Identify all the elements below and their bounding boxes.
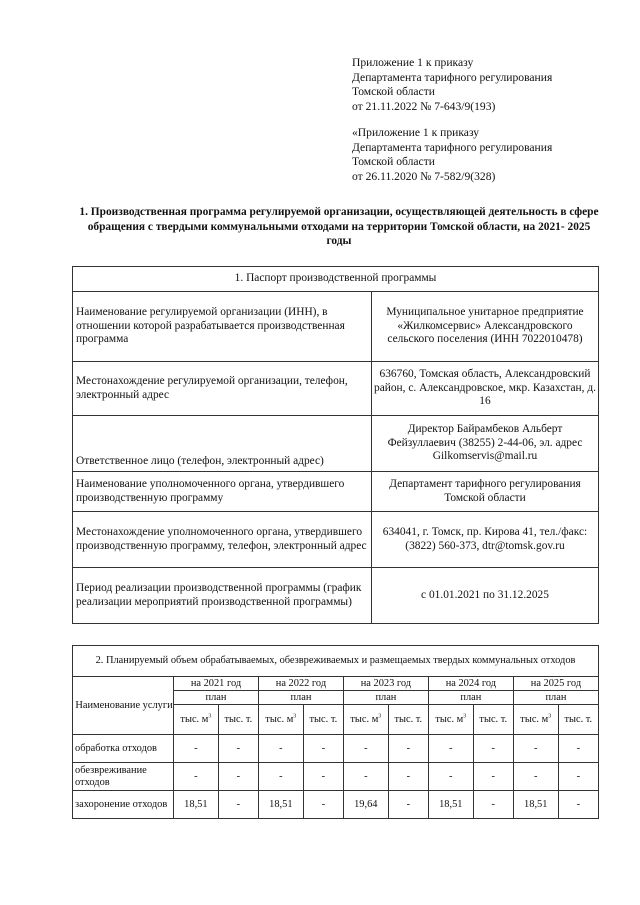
table-row: [73, 791, 599, 819]
table-cell: -: [218, 763, 258, 791]
table-row: [73, 568, 599, 624]
table-cell: -: [558, 763, 598, 791]
year-header: на 2025 год: [513, 677, 598, 691]
unit-header-t: тыс. т.: [303, 705, 343, 735]
year-header: на 2023 год: [343, 677, 428, 691]
unit-header-m3: тыс. $м^3$: [258, 705, 303, 735]
table-row: [73, 416, 599, 472]
table-cell: -: [343, 763, 388, 791]
section-heading: 1. Производственная программа регулируемой организации, осуществляющей деятельность в сфере обращения с твердыми коммунальными отходами на территории Томской области, на 2021- 2025 годы: [79, 206, 599, 248]
passport-label: Местонахождение регулируемой организации, телефон, электронный адрес: [73, 362, 372, 416]
table-cell: 18,51: [174, 791, 219, 819]
volume-title: 2. Планируемый объем обрабатываемых, обезвреживаемых и размещаемых твердых коммунальных отходов: [73, 646, 599, 677]
passport-label: Местонахождение уполномоченного органа, утвердившего производственную программу, телефон, электронный адрес: [73, 512, 372, 568]
table-cell: -: [388, 791, 428, 819]
table-cell: -: [473, 735, 513, 763]
passport-label: Ответственное лицо (телефон, электронный адрес): [73, 416, 372, 472]
appendix-line: Томской области: [352, 155, 435, 169]
passport-title: 1. Паспорт производственной программы: [73, 267, 599, 292]
table-cell: 18,51: [513, 791, 558, 819]
year-header: на 2022 год: [258, 677, 343, 691]
plan-header: план: [258, 691, 343, 705]
table-cell: -: [303, 763, 343, 791]
table-cell: -: [558, 735, 598, 763]
table-cell: 18,51: [428, 791, 473, 819]
table-cell: -: [388, 735, 428, 763]
table-cell: -: [428, 735, 473, 763]
passport-value: Муниципальное унитарное предприятие «Жилкомсервис» Александровского сельского поселения (ИНН 7022010478): [372, 292, 599, 362]
table-row: [73, 512, 599, 568]
unit-header-t: тыс. т.: [473, 705, 513, 735]
appendix-line: Департамента тарифного регулирования: [352, 140, 553, 154]
passport-value: 636760, Томская область, Александровский район, с. Александровское, мкр. Казахстан, д. 16: [372, 362, 599, 416]
plan-header: план: [428, 691, 513, 705]
table-row: [73, 763, 599, 791]
volume-table: [72, 645, 599, 819]
table-cell: -: [258, 763, 303, 791]
passport-label: Период реализации производственной программы (график реализации мероприятий производственной программы): [73, 568, 372, 624]
year-header: на 2024 год: [428, 677, 513, 691]
table-cell: -: [513, 763, 558, 791]
table-cell: -: [303, 735, 343, 763]
table-cell: -: [473, 791, 513, 819]
appendix-line: Департамента тарифного регулирования: [352, 70, 553, 84]
table-cell: -: [303, 791, 343, 819]
appendix-reference-previous: [352, 126, 552, 184]
table-cell: -: [174, 763, 219, 791]
table-cell: -: [513, 735, 558, 763]
table-row: [73, 677, 599, 691]
table-cell: -: [473, 763, 513, 791]
table-row: [73, 362, 599, 416]
plan-header: план: [174, 691, 259, 705]
table-cell: 19,64: [343, 791, 388, 819]
passport-value: Департамент тарифного регулирования Томской области: [372, 472, 599, 512]
service-header: Наименование услуги: [73, 677, 174, 735]
table-cell: -: [428, 763, 473, 791]
table-cell: -: [174, 735, 219, 763]
table-cell: 18,51: [258, 791, 303, 819]
table-cell: -: [218, 735, 258, 763]
table-cell: -: [343, 735, 388, 763]
appendix-line: «Приложение 1 к приказу: [352, 126, 480, 139]
appendix-line: от 21.11.2022 № 7-643/9(193): [352, 99, 496, 113]
table-cell: -: [558, 791, 598, 819]
appendix-line: Приложение 1 к приказу: [352, 56, 474, 69]
table-row: [73, 292, 599, 362]
unit-header-m3: тыс. $м^3$: [513, 705, 558, 735]
passport-table: [72, 266, 599, 624]
appendix-line: от 26.11.2020 № 7-582/9(328): [352, 169, 496, 183]
service-name: обезвреживание отходов: [73, 763, 174, 791]
table-cell: -: [388, 763, 428, 791]
appendix-reference-current: [352, 56, 552, 114]
passport-label: Наименование уполномоченного органа, утвердившего производственную программу: [73, 472, 372, 512]
table-row: [73, 646, 599, 677]
service-name: обработка отходов: [73, 735, 174, 763]
unit-header-t: тыс. т.: [218, 705, 258, 735]
unit-header-t: тыс. т.: [388, 705, 428, 735]
passport-label: Наименование регулируемой организации (ИНН), в отношении которой разрабатывается производственная программа: [73, 292, 372, 362]
table-row: [73, 735, 599, 763]
service-name: захоронение отходов: [73, 791, 174, 819]
passport-value: Директор Байрамбеков Альберт Фейзуллаевич (38255) 2-44-06, эл. адрес Gilkomservis@mail.ru: [372, 416, 599, 472]
appendix-line: Томской области: [352, 85, 435, 99]
year-header: на 2021 год: [174, 677, 259, 691]
passport-value: с 01.01.2021 по 31.12.2025: [372, 568, 599, 624]
table-row: [73, 472, 599, 512]
unit-header-m3: тыс. $м^3$: [428, 705, 473, 735]
plan-header: план: [513, 691, 598, 705]
table-cell: -: [258, 735, 303, 763]
unit-header-m3: тыс. $м^3$: [343, 705, 388, 735]
plan-header: план: [343, 691, 428, 705]
unit-header-t: тыс. т.: [558, 705, 598, 735]
table-cell: -: [218, 791, 258, 819]
passport-value: 634041, г. Томск, пр. Кирова 41, тел./факс: (3822) 560-373, dtr@tomsk.gov.ru: [372, 512, 599, 568]
unit-header-m3: тыс. $м^3$: [174, 705, 219, 735]
table-row: [73, 267, 599, 292]
